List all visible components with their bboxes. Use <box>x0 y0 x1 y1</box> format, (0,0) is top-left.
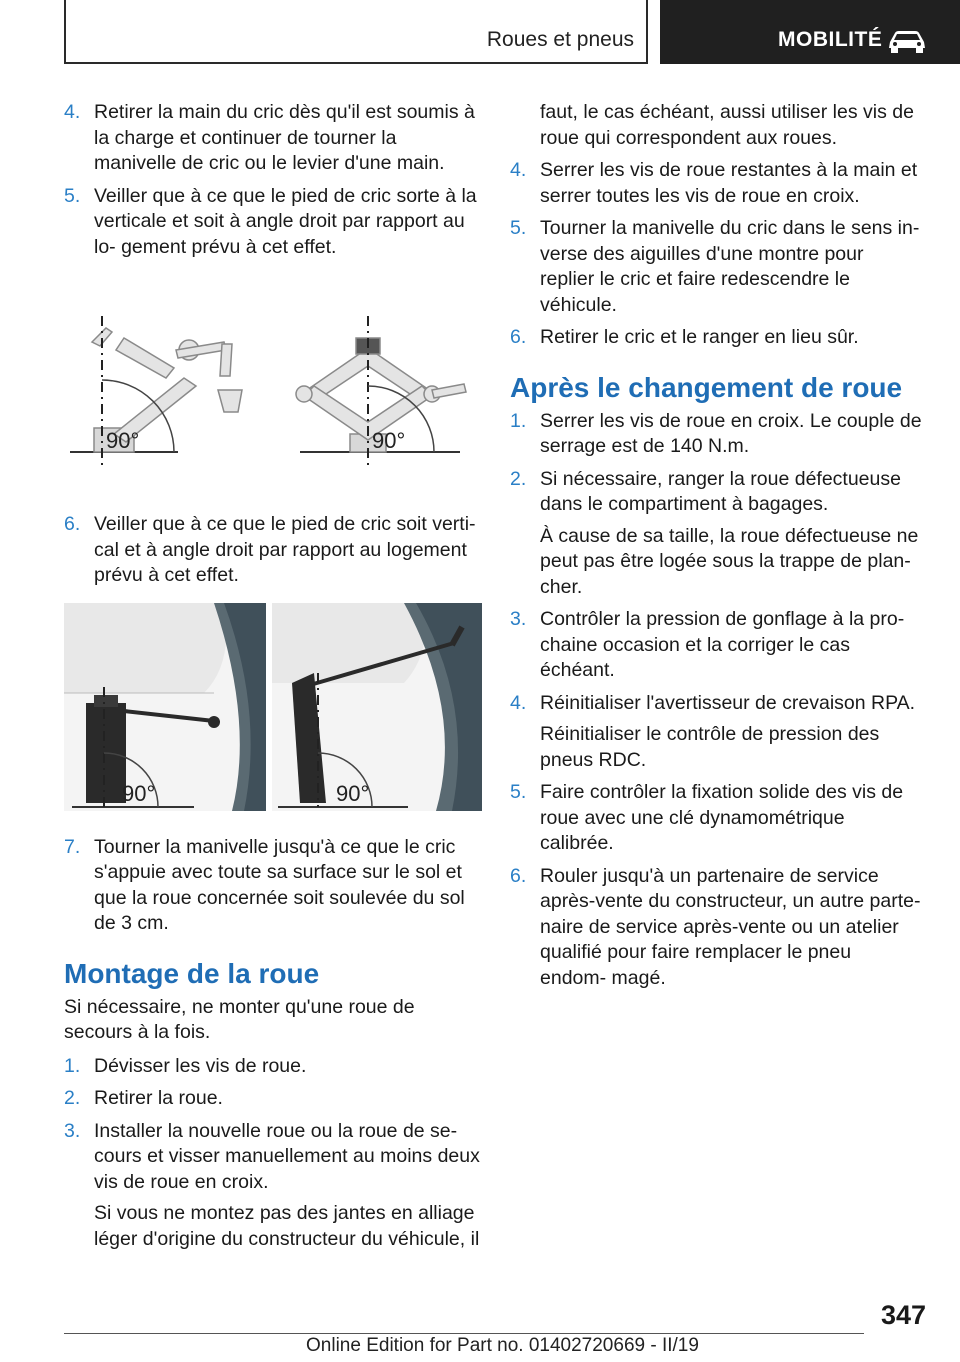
list-item <box>64 835 482 937</box>
item-number: 1. <box>510 409 527 432</box>
list-item <box>64 1054 482 1080</box>
item-subtext: À cause de sa taille, la roue défectueuse ne peut pas être logée sous la trappe de plan‐ cher. <box>540 524 919 598</box>
item-number: 3. <box>510 608 527 630</box>
jack-photo-figure <box>64 603 482 813</box>
item-number: 5. <box>510 781 527 803</box>
section-intro: Si nécessaire, ne monter qu'une roue de secours à la fois. <box>64 995 415 1043</box>
list-item <box>64 184 482 261</box>
header-chapter-box <box>660 0 960 64</box>
jack-diagram-figure <box>64 316 482 466</box>
list-item <box>510 158 922 209</box>
header-section-title: Roues et pneus <box>486 28 634 51</box>
footer-divider <box>64 1333 864 1334</box>
continuation-text: faut, le cas échéant, aussi utiliser les vis de roue qui correspondent aux roues. <box>540 101 914 149</box>
item-number: 6. <box>510 864 527 887</box>
right-column <box>510 100 922 998</box>
item-number: 6. <box>64 513 81 535</box>
left-column <box>64 100 482 1259</box>
header-chapter-title: MOBILITÉ <box>778 28 883 51</box>
angle-label-left: 90° <box>106 428 140 453</box>
list-item <box>64 100 482 177</box>
item-text: Si nécessaire, ranger la roue défectueuse dans le compartiment à bagages. <box>540 467 901 515</box>
photo-angle-left: 90° <box>122 780 156 806</box>
item-text: Retirer la main du cric dès qu'il est soumis à la charge et continuer de tourner la manivelle de cric ou le levier d'une main. <box>94 101 475 174</box>
item-number: 7. <box>64 835 81 858</box>
item-number: 2. <box>510 467 527 490</box>
list-item <box>64 1086 482 1112</box>
item-text: Serrer les vis de roue restantes à la main et serrer toutes les vis de roue en croix. <box>540 159 918 207</box>
list-item <box>510 409 922 460</box>
item-text: Rouler jusqu'à un partenaire de service après-vente du constructeur, un autre parte‐ naire de service après-vente ou un atelier qualifié pour faire remplacer le pneu endom‐ magé. <box>540 864 921 989</box>
list-item <box>64 1119 482 1253</box>
car-icon <box>886 28 928 54</box>
item-text: Contrôler la pression de gonflage à la pro‐ chaine occasion et la corriger le cas échéant. <box>540 608 905 681</box>
list-item <box>510 780 922 857</box>
item-text: Retirer la roue. <box>94 1087 223 1109</box>
item-text: Retirer le cric et le ranger en lieu sûr. <box>540 326 859 348</box>
section-title-montage: Montage de la roue <box>64 957 320 989</box>
item-number: 1. <box>64 1054 81 1077</box>
list-item <box>510 864 922 992</box>
list-item <box>64 512 482 589</box>
list-item <box>510 607 922 684</box>
angle-label-right: 90° <box>372 428 406 453</box>
item-text: Tourner la manivelle jusqu'à ce que le cric s'appuie avec toute sa surface sur le sol et que la roue concernée soit soulevée du sol de 3 cm. <box>94 835 465 934</box>
item-subtext: Réinitialiser le contrôle de pression des pneus RDC. <box>540 723 880 771</box>
photo-angle-right: 90° <box>336 780 370 806</box>
header-section-box <box>64 0 648 64</box>
page-number: 347 <box>880 1300 926 1330</box>
item-text: Serrer les vis de roue en croix. Le couple de serrage est de 140 N.m. <box>540 409 922 457</box>
item-number: 2. <box>64 1087 81 1109</box>
list-item <box>510 467 922 601</box>
item-number: 4. <box>510 691 527 714</box>
item-number: 3. <box>64 1119 81 1142</box>
item-text: Installer la nouvelle roue ou la roue de se‐ cours et visser manuellement au moins deux vis de roue en croix. <box>94 1119 480 1193</box>
item-subtext: Si vous ne montez pas des jantes en alliage léger d'origine du constructeur du véhicule, il <box>94 1202 480 1250</box>
list-item <box>510 216 922 318</box>
item-number: 4. <box>510 159 527 181</box>
item-number: 5. <box>510 217 527 239</box>
item-text: Veiller que à ce que le pied de cric sorte à la verticale et soit à angle droit par rapport au lo‐ gement prévu à cet effet. <box>94 184 477 258</box>
jack-diagram <box>64 316 482 466</box>
jack-photo <box>64 603 482 813</box>
item-text: Dévisser les vis de roue. <box>94 1054 307 1077</box>
item-number: 4. <box>64 101 81 123</box>
section-title-apres: Après le changement de roue <box>510 371 903 403</box>
item-text: Tourner la manivelle du cric dans le sens in‐ verse des aiguilles d'une montre pour replier le cric et faire redescendre le véhicule. <box>540 217 920 316</box>
item-number: 5. <box>64 184 81 207</box>
item-text: Réinitialiser l'avertisseur de crevaison RPA. <box>540 691 916 714</box>
item-number: 6. <box>510 326 527 348</box>
list-item <box>510 691 922 774</box>
item-text: Veiller que à ce que le pied de cric soit verti‐ cal et à angle droit par rapport au logement prévu à cet effet. <box>94 513 476 586</box>
footer-edition: Online Edition for Part no. 01402720669 - II/19 <box>306 1335 699 1356</box>
list-item <box>510 325 922 351</box>
item-text: Faire contrôler la fixation solide des vis de roue avec une clé dynamométrique calibrée. <box>540 781 904 854</box>
